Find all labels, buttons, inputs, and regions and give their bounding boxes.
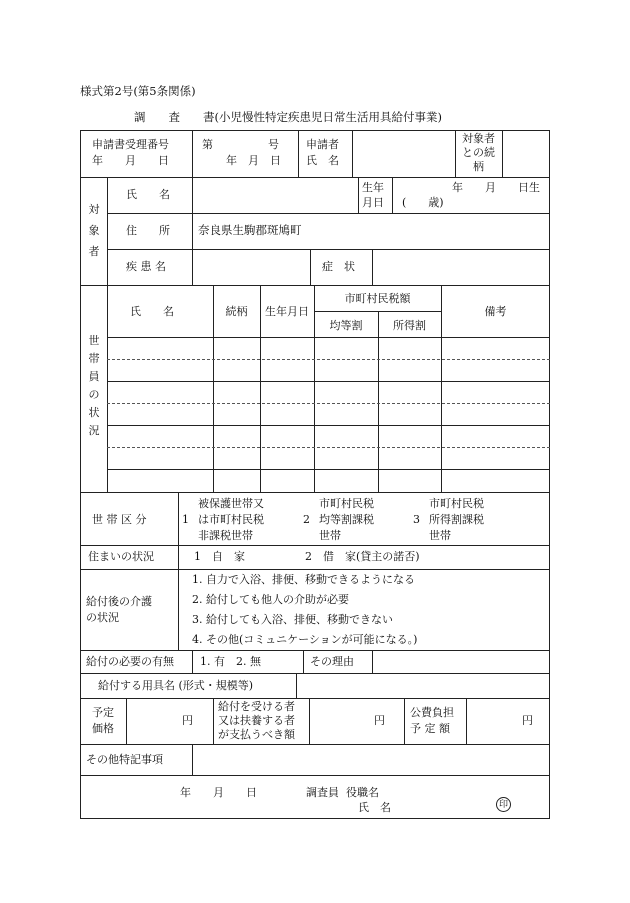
col-tax-header: 市町村民税額 [344, 292, 411, 305]
public-burden-label-2: 予 定 額 [410, 722, 450, 735]
care-label-1: 給付後の介護 [86, 595, 152, 608]
applicant-name-label: 氏 名 [306, 154, 339, 167]
planned-price-yen: 円 [182, 714, 193, 727]
category-opt1-num: 1 [182, 513, 189, 526]
category-opt1-line2: は市町村民税 [198, 513, 264, 526]
care-label-2: の状況 [86, 611, 119, 624]
col-birth-header: 生年月日 [265, 305, 309, 318]
housing-opt1: 1 自 家 [194, 550, 245, 563]
applicant-label: 申請者 [306, 138, 339, 151]
housing-label: 住まいの状況 [88, 550, 154, 563]
subject-side-2: 象 [88, 224, 100, 237]
necessity-options: 1. 有 2. 無 [200, 655, 261, 668]
household-side-4: の [88, 388, 100, 401]
col-relation-header: 続柄 [225, 305, 248, 318]
household-side-5: 状 [88, 406, 100, 419]
household-side-6: 況 [88, 424, 100, 437]
category-opt1-line3: 非課税世帯 [198, 529, 253, 542]
care-option-3: 3. 給付しても入浴、排便、移動できない [192, 613, 393, 626]
form-title [134, 109, 442, 125]
symptom-label: 症 状 [322, 260, 355, 273]
col-name-header: 氏 名 [130, 305, 174, 318]
birth-label-1: 生年 [362, 181, 384, 194]
care-option-1: 1. 自力で入浴、排便、移動できるようになる [192, 573, 415, 586]
relation-label-3: 柄 [473, 160, 484, 173]
relation-label-2: との続 [462, 146, 495, 159]
reason-label: その理由 [310, 655, 354, 668]
birth-date-value: 年 月 日生 [452, 181, 540, 194]
housing-opt2: 2 借 家(貸主の諾否) [305, 550, 420, 563]
category-opt3-num: 3 [413, 513, 420, 526]
subject-side-1: 対 [88, 203, 100, 216]
position-label: 役職名 [346, 786, 379, 799]
disease-label: 疾 患 名 [126, 260, 166, 273]
household-side-2: 帯 [88, 352, 100, 365]
relation-label-1: 対象者 [462, 132, 495, 145]
receipt-number-label: 申請書受理番号 [92, 138, 169, 151]
address-label: 住 所 [126, 224, 170, 237]
subject-side-3: 者 [88, 245, 100, 258]
investigator-label: 調査員 [306, 786, 339, 799]
category-opt2-line2: 均等割課税 [319, 513, 374, 526]
col-notes-header: 備考 [484, 305, 507, 318]
recipient-amount-yen: 円 [374, 714, 385, 727]
category-opt3-line2: 所得割課税 [429, 513, 484, 526]
address-value: 奈良県生駒郡斑鳩町 [198, 223, 302, 237]
planned-price-label-1: 予定 [92, 706, 114, 719]
subject-name-label: 氏 名 [126, 188, 170, 201]
household-side-3: 員 [88, 370, 100, 383]
number-label: 第 号 [202, 138, 279, 151]
category-opt1-line1: 被保護世帯又 [198, 497, 264, 510]
recipient-amount-label-3: が支払うべき額 [218, 728, 295, 741]
recipient-amount-label-2: 又は扶養する者 [218, 714, 295, 727]
planned-price-label-2: 価格 [92, 722, 114, 735]
equipment-label: 給付する用具名 (形式・規模等) [98, 679, 254, 692]
form-number: 様式第2号(第5条関係) [80, 84, 196, 98]
age-value: ( 歳) [402, 196, 444, 209]
public-burden-label-1: 公費負担 [410, 706, 454, 719]
care-option-2: 2. 給付しても他人の介助が必要 [192, 593, 349, 606]
footer-date: 年 月 日 [180, 786, 257, 799]
form-title-main: 調 査 書 [134, 110, 215, 124]
public-burden-yen: 円 [522, 714, 533, 727]
investigator-name-label: 氏 名 [358, 801, 391, 814]
care-option-4: 4. その他(コミュニケーションが可能になる。) [192, 633, 418, 646]
col-tax-income-header: 所得割 [393, 319, 426, 332]
necessity-label: 給付の必要の有無 [86, 655, 174, 668]
form-title-sub: (小児慢性特定疾患児日常生活用具給付事業) [214, 110, 442, 124]
category-opt2-num: 2 [303, 513, 310, 526]
household-side-1: 世 [88, 334, 100, 347]
receipt-date-label: 年 月 日 [92, 154, 169, 167]
seal-icon: 印 [496, 797, 511, 812]
recipient-amount-label-1: 給付を受ける者 [218, 700, 295, 713]
other-notes-label: その他特記事項 [86, 753, 163, 766]
category-opt3-line1: 市町村民税 [429, 497, 484, 510]
col-tax-equal-header: 均等割 [329, 319, 363, 332]
category-label: 世 帯 区 分 [92, 513, 147, 526]
birth-label-2: 月日 [362, 196, 384, 209]
number-date-label: 年 月 日 [226, 154, 281, 167]
category-opt2-line1: 市町村民税 [319, 497, 374, 510]
category-opt2-line3: 世帯 [319, 529, 341, 542]
category-opt3-line3: 世帯 [429, 529, 451, 542]
